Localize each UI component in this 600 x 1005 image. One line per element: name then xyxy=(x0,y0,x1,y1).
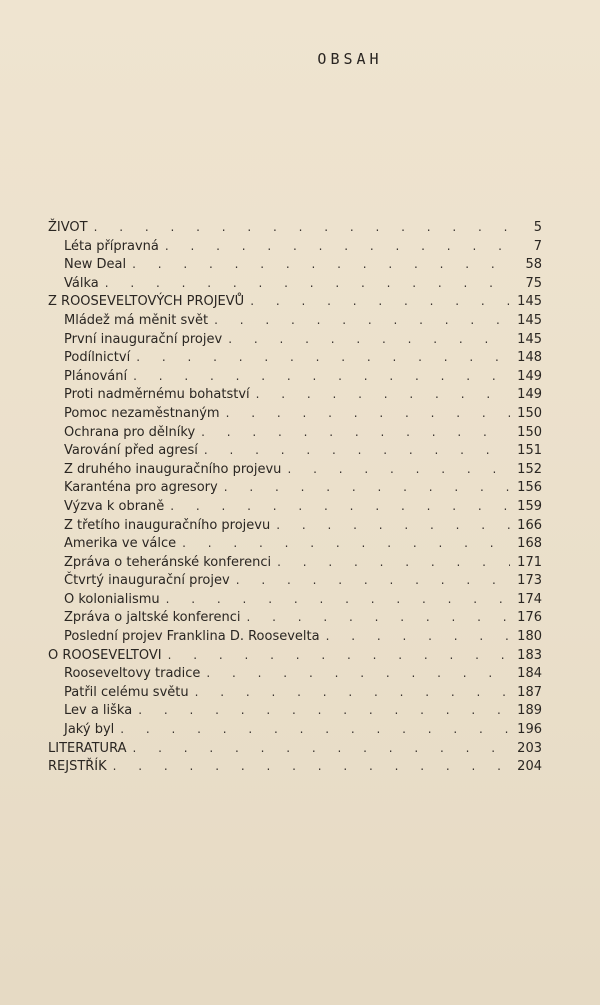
toc-entry-label: Amerika ve válce xyxy=(64,536,177,552)
leader-dots xyxy=(236,571,510,590)
toc-entry xyxy=(48,218,542,237)
toc-entry xyxy=(48,404,542,423)
toc-entry-label: Čtvrtý inaugurační projev xyxy=(64,573,230,589)
leader-dots xyxy=(228,330,510,349)
toc-entry-label: Podílnictví xyxy=(64,350,131,366)
toc-entry-label: Patřil celému světu xyxy=(64,684,189,700)
leader-dots xyxy=(132,255,510,274)
toc-entry xyxy=(48,292,542,311)
toc-entry-label: První inaugurační projev xyxy=(64,331,223,347)
leader-dots xyxy=(165,237,510,256)
toc-entry-page: 150 xyxy=(517,405,542,421)
leader-dots xyxy=(287,460,510,479)
leader-dots xyxy=(113,757,510,776)
leader-dots xyxy=(214,311,510,330)
toc-entry-page: 189 xyxy=(517,703,542,719)
toc-entry-page: 204 xyxy=(517,759,542,775)
toc-entry-label: New Deal xyxy=(64,257,127,273)
toc-entry-label: Jaký byl xyxy=(64,722,115,738)
toc-entry xyxy=(48,367,542,386)
leader-dots xyxy=(201,423,510,442)
toc-entry xyxy=(48,590,542,609)
toc-entry-label: Pomoc nezaměstnaným xyxy=(64,405,220,421)
toc-entry-page: 156 xyxy=(517,480,542,496)
toc-entry-page: 150 xyxy=(517,424,542,440)
toc-entry-page: 173 xyxy=(517,573,542,589)
toc-entry-label: O kolonialismu xyxy=(64,591,160,607)
toc-entry-label: Proti nadměrnému bohatství xyxy=(64,387,250,403)
toc-entry-page: 145 xyxy=(517,331,542,347)
toc-entry xyxy=(48,478,542,497)
toc-entry-label: O ROOSEVELTOVI xyxy=(48,647,162,663)
toc-entry-label: LITERATURA xyxy=(48,740,127,756)
toc-entry xyxy=(48,385,542,404)
toc-entry-label: Z třetího inauguračního projevu xyxy=(64,517,271,533)
table-of-contents xyxy=(48,218,542,776)
toc-entry-page: 145 xyxy=(517,312,542,328)
leader-dots xyxy=(168,646,510,665)
toc-entry-label: Plánování xyxy=(64,368,128,384)
page-title-wrap xyxy=(0,50,600,68)
toc-entry xyxy=(48,739,542,758)
toc-entry-page: 166 xyxy=(517,517,542,533)
leader-dots xyxy=(133,367,510,386)
leader-dots xyxy=(132,739,510,758)
toc-entry xyxy=(48,516,542,535)
toc-entry-page: 183 xyxy=(517,647,542,663)
toc-entry xyxy=(48,460,542,479)
leader-dots xyxy=(277,553,510,572)
toc-entry xyxy=(48,664,542,683)
page-title: OBSAH xyxy=(317,50,383,68)
toc-entry-label: Zpráva o teheránské konferenci xyxy=(64,554,272,570)
toc-entry xyxy=(48,757,542,776)
toc-entry-label: Válka xyxy=(64,275,99,291)
toc-entry xyxy=(48,683,542,702)
toc-entry-page: 203 xyxy=(517,740,542,756)
toc-entry-label: Rooseveltovy tradice xyxy=(64,666,201,682)
toc-entry xyxy=(48,423,542,442)
toc-entry xyxy=(48,608,542,627)
leader-dots xyxy=(120,720,510,739)
toc-entry-page: 176 xyxy=(517,610,542,626)
leader-dots xyxy=(166,590,510,609)
toc-entry-page: 171 xyxy=(517,554,542,570)
toc-entry-page: 149 xyxy=(517,387,542,403)
leader-dots xyxy=(226,404,510,423)
toc-entry xyxy=(48,497,542,516)
toc-entry-page: 58 xyxy=(525,257,542,273)
toc-entry-label: Výzva k obraně xyxy=(64,498,165,514)
toc-entry-page: 145 xyxy=(517,294,542,310)
leader-dots xyxy=(224,478,510,497)
toc-entry xyxy=(48,441,542,460)
toc-entry-page: 184 xyxy=(517,666,542,682)
toc-entry-label: Ochrana pro dělníky xyxy=(64,424,196,440)
toc-entry-label: Karanténa pro agresory xyxy=(64,480,218,496)
toc-entry-label: REJSTŘÍK xyxy=(48,759,107,775)
leader-dots xyxy=(195,683,510,702)
toc-entry-page: 148 xyxy=(517,350,542,366)
toc-entry xyxy=(48,330,542,349)
toc-entry xyxy=(48,720,542,739)
toc-entry-page: 149 xyxy=(517,368,542,384)
toc-entry xyxy=(48,553,542,572)
toc-entry xyxy=(48,311,542,330)
toc-entry-page: 180 xyxy=(517,629,542,645)
leader-dots xyxy=(206,664,510,683)
toc-entry xyxy=(48,348,542,367)
toc-entry-label: Poslední projev Franklina D. Roosevelta xyxy=(64,629,320,645)
toc-entry-page: 159 xyxy=(517,498,542,514)
leader-dots xyxy=(136,348,510,367)
leader-dots xyxy=(182,534,510,553)
toc-entry xyxy=(48,571,542,590)
toc-entry-label: Léta přípravná xyxy=(64,238,159,254)
leader-dots xyxy=(138,701,510,720)
toc-entry xyxy=(48,627,542,646)
toc-entry-page: 5 xyxy=(533,220,542,235)
leader-dots xyxy=(94,218,510,237)
toc-entry-page: 7 xyxy=(533,238,542,254)
toc-entry xyxy=(48,646,542,665)
toc-entry-label: Lev a liška xyxy=(64,703,133,719)
toc-entry xyxy=(48,255,542,274)
toc-entry-label: Mládež má měnit svět xyxy=(64,312,209,328)
leader-dots xyxy=(250,292,510,311)
toc-entry-label: Z druhého inauguračního projevu xyxy=(64,461,282,477)
toc-entry-label: Zpráva o jaltské konferenci xyxy=(64,610,241,626)
leader-dots xyxy=(256,385,510,404)
toc-entry-page: 151 xyxy=(517,443,542,459)
toc-entry-label: ŽIVOT xyxy=(48,220,88,235)
leader-dots xyxy=(170,497,510,516)
leader-dots xyxy=(276,516,510,535)
toc-entry xyxy=(48,701,542,720)
toc-entry-page: 174 xyxy=(517,591,542,607)
toc-entry-page: 187 xyxy=(517,684,542,700)
toc-entry-page: 196 xyxy=(517,722,542,738)
toc-entry xyxy=(48,274,542,293)
toc-entry-label: Z ROOSEVELTOVÝCH PROJEVŮ xyxy=(48,294,245,310)
toc-entry xyxy=(48,237,542,256)
toc-entry-label: Varování před agresí xyxy=(64,443,198,459)
toc-entry-page: 168 xyxy=(517,536,542,552)
toc-entry-page: 152 xyxy=(517,461,542,477)
toc-entry xyxy=(48,534,542,553)
leader-dots xyxy=(326,627,510,646)
leader-dots xyxy=(204,441,510,460)
leader-dots xyxy=(105,274,510,293)
leader-dots xyxy=(247,608,511,627)
toc-entry-page: 75 xyxy=(525,275,542,291)
